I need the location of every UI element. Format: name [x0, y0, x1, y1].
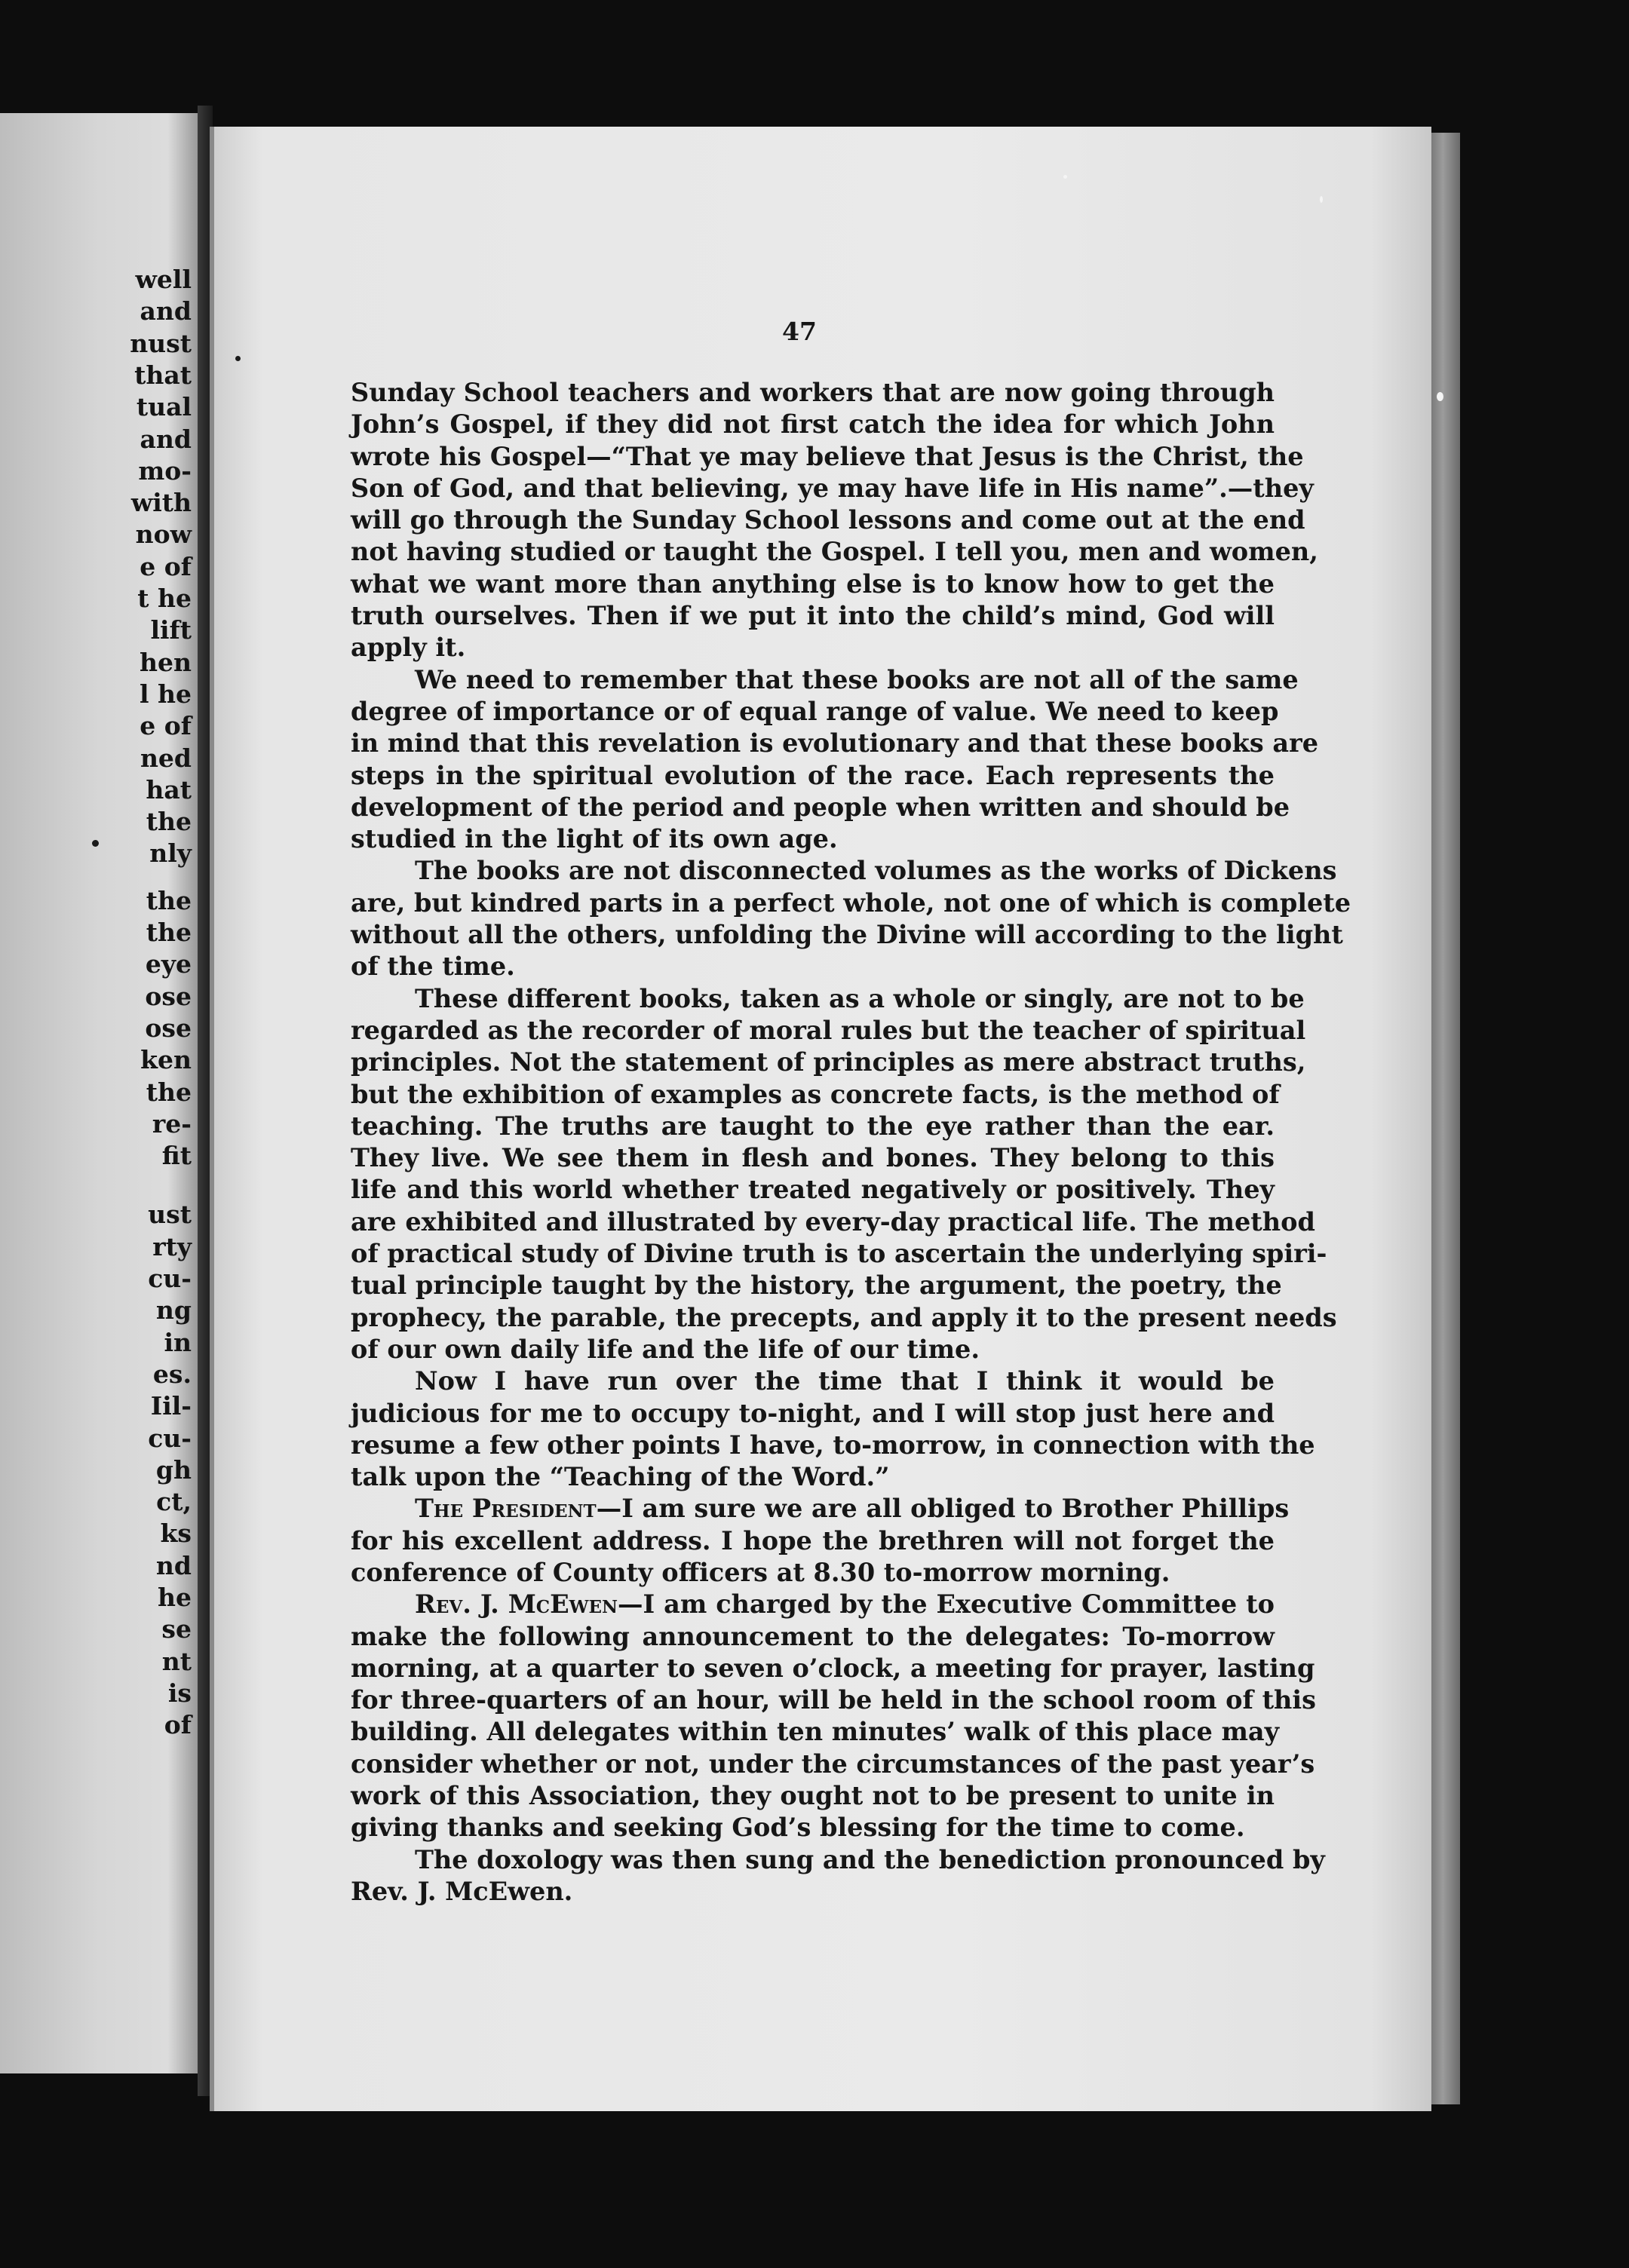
text-line: Sunday School teachers and workers that are now going through — [351, 378, 1275, 407]
text-line: They live. We see them in flesh and bones. They belong to this — [351, 1143, 1275, 1173]
left-page-line: ust — [148, 1200, 192, 1230]
left-page-line: eye — [145, 949, 192, 979]
left-page-line: mo- — [138, 455, 192, 486]
left-page-line: l he — [139, 679, 192, 709]
text-line: conference of County officers at 8.30 to-morrow morning. — [351, 1557, 1170, 1587]
left-page-line: rty — [152, 1231, 192, 1261]
left-page-line: gh — [155, 1454, 192, 1485]
left-page-line: of — [164, 1710, 192, 1740]
left-page-line: nt — [161, 1646, 192, 1676]
text-line — [351, 1493, 1290, 1525]
left-page-line: ks — [160, 1519, 192, 1549]
body-text — [351, 377, 1351, 1908]
left-page-line: lift — [150, 615, 192, 645]
text-line: are, but kindred parts in a perfect whole, not one of which is complete — [351, 887, 1351, 918]
text-line: resume a few other points I have, to-morrow, in connection with the — [351, 1430, 1315, 1460]
paragraph — [351, 1365, 1315, 1493]
left-page-line: se — [161, 1614, 192, 1644]
text-line: what we want more than anything else is to know how to get the — [351, 569, 1275, 599]
text-line: studied in the light of its own age. — [351, 824, 838, 854]
text-line: consider whether or not, under the circumstances of the past year’s — [351, 1749, 1315, 1779]
left-page-line: re- — [152, 1108, 192, 1139]
text-line: of the time. — [351, 952, 515, 982]
text-line: giving thanks and seeking God’s blessing for the time to come. — [351, 1813, 1245, 1843]
left-page-line: ct, — [156, 1487, 192, 1517]
left-page-line: t he — [137, 584, 192, 613]
left-page-line: now — [135, 519, 192, 550]
scan-speck — [92, 840, 99, 847]
left-page-line: fit — [161, 1141, 192, 1171]
scan-speck — [235, 356, 241, 361]
text-line: wrote his Gospel—“That ye may believe that Jesus is the Christ, the — [351, 441, 1304, 471]
left-page-line: the — [146, 918, 192, 947]
text-line: not having studied or taught the Gospel. I tell you, men and women, — [351, 537, 1318, 567]
left-page-line: hat — [146, 774, 192, 805]
paragraph — [351, 377, 1318, 664]
left-page-line: Iil- — [150, 1391, 192, 1421]
text-line: without all the others, unfolding the Divine will according to the light — [351, 920, 1343, 950]
text-line: The books are not disconnected volumes as the works of Dickens — [415, 856, 1337, 886]
page-edge — [1431, 133, 1460, 2104]
text-line: Now I have run over the time that I think it would be — [415, 1366, 1275, 1396]
page-number: 47 — [782, 317, 817, 346]
left-page-line: nust — [130, 328, 192, 358]
text-line: teaching. The truths are taught to the eye rather than the ear. — [351, 1111, 1275, 1141]
left-page-line: hen — [140, 647, 192, 677]
left-page-line: the — [146, 1077, 192, 1107]
text-line: for his excellent address. I hope the brethren will not forget the — [351, 1525, 1275, 1555]
left-page-line: is — [167, 1678, 192, 1708]
left-page-line: ose — [145, 981, 192, 1011]
text-line: morning, at a quarter to seven o’clock, a meeting for prayer, lasting — [351, 1653, 1315, 1683]
text-line: but the exhibition of examples as concrete facts, is the method of — [351, 1079, 1280, 1109]
speaker-name: The President — [415, 1494, 597, 1524]
left-page-line: and — [140, 296, 192, 326]
left-page-line: tual — [136, 392, 192, 422]
text-line: degree of importance or of equal range of value. We need to keep — [351, 696, 1279, 726]
scan-speck — [1063, 175, 1067, 179]
paragraph — [351, 855, 1351, 982]
text-line: Rev. J. McEwen. — [351, 1876, 573, 1906]
text-line: judicious for me to occupy to-night, and I will stop just here and — [351, 1398, 1275, 1428]
text-line: truth ourselves. Then if we put it into the child’s mind, God will — [351, 601, 1275, 631]
text-line: These different books, taken as a whole or singly, are not to be — [415, 983, 1305, 1013]
text-line: talk upon the “Teaching of the Word.” — [351, 1462, 890, 1492]
paragraph — [351, 664, 1319, 856]
text-line: building. All delegates within ten minutes’ walk of this place may — [351, 1717, 1280, 1747]
line-text: —I am charged by the Executive Committee to — [618, 1589, 1275, 1620]
left-page-line: the — [146, 807, 192, 837]
paragraph — [351, 1844, 1325, 1908]
line-text: —I am sure we are all obliged to Brother Phillips — [596, 1494, 1290, 1524]
text-line: in mind that this revelation is evolutionary and that these books are — [351, 728, 1319, 759]
text-line: prophecy, the parable, the precepts, and apply it to the present needs — [351, 1302, 1337, 1332]
left-page-line: ose — [145, 1013, 192, 1043]
paragraph — [351, 1589, 1317, 1844]
left-page-line: he — [158, 1583, 192, 1612]
left-page-line: es. — [152, 1359, 192, 1389]
left-page-line: nd — [155, 1550, 192, 1580]
text-line: will go through the Sunday School lessons and come out at the end — [351, 505, 1305, 535]
left-page-line: cu- — [148, 1264, 192, 1293]
left-page-line: e of — [140, 551, 192, 581]
text-line: Son of God, and that believing, ye may have life in His name”.—they — [351, 473, 1314, 503]
text-line: make the following announcement to the delegates: To-morrow — [351, 1621, 1275, 1651]
text-line: are exhibited and illustrated by every-day practical life. The method — [351, 1206, 1315, 1237]
text-line: of practical study of Divine truth is to ascertain the underlying spiri- — [351, 1239, 1327, 1269]
left-page-line: ken — [140, 1045, 192, 1075]
left-page-line: in — [164, 1327, 192, 1357]
left-page-line: ng — [155, 1295, 192, 1326]
text-line: steps in the spiritual evolution of the race. Each represents the — [351, 760, 1275, 790]
text-line: development of the period and people when written and should be — [351, 792, 1290, 822]
left-page-line: nly — [149, 838, 192, 869]
paragraph — [351, 1493, 1290, 1589]
speaker-name: Rev. J. McEwen — [415, 1589, 618, 1620]
text-line: of our own daily life and the life of our time. — [351, 1334, 980, 1364]
text-line: John’s Gospel, if they did not first catch the idea for which John — [351, 409, 1275, 440]
left-page-line: that — [134, 360, 192, 390]
text-line: tual principle taught by the history, the argument, the poetry, the — [351, 1270, 1282, 1301]
left-page-line: the — [146, 885, 192, 915]
left-page-line: ned — [140, 743, 192, 773]
left-page-line: well — [135, 265, 192, 294]
left-page-line: with — [130, 488, 192, 518]
left-page-line: and — [140, 424, 192, 454]
left-page-line: e of — [140, 711, 192, 741]
text-line: life and this world whether treated negatively or positively. They — [351, 1175, 1275, 1205]
text-line: apply it. — [351, 633, 466, 663]
scan-speck — [1320, 196, 1323, 203]
paragraph — [351, 983, 1337, 1366]
left-page-fragment — [0, 113, 198, 2073]
text-line — [351, 1589, 1275, 1620]
scan-speck — [1437, 392, 1443, 401]
text-line: We need to remember that these books are not all of the same — [415, 664, 1299, 694]
left-page-line: cu- — [148, 1423, 192, 1453]
text-line: principles. Not the statement of principles as mere abstract truths, — [351, 1047, 1306, 1077]
text-line: work of this Association, they ought not to be present to unite in — [351, 1781, 1275, 1811]
text-line: The doxology was then sung and the benediction pronounced by — [415, 1844, 1325, 1874]
text-line: for three-quarters of an hour, will be held in the school room of this — [351, 1685, 1317, 1715]
text-line: regarded as the recorder of moral rules but the teacher of spiritual — [351, 1015, 1306, 1045]
